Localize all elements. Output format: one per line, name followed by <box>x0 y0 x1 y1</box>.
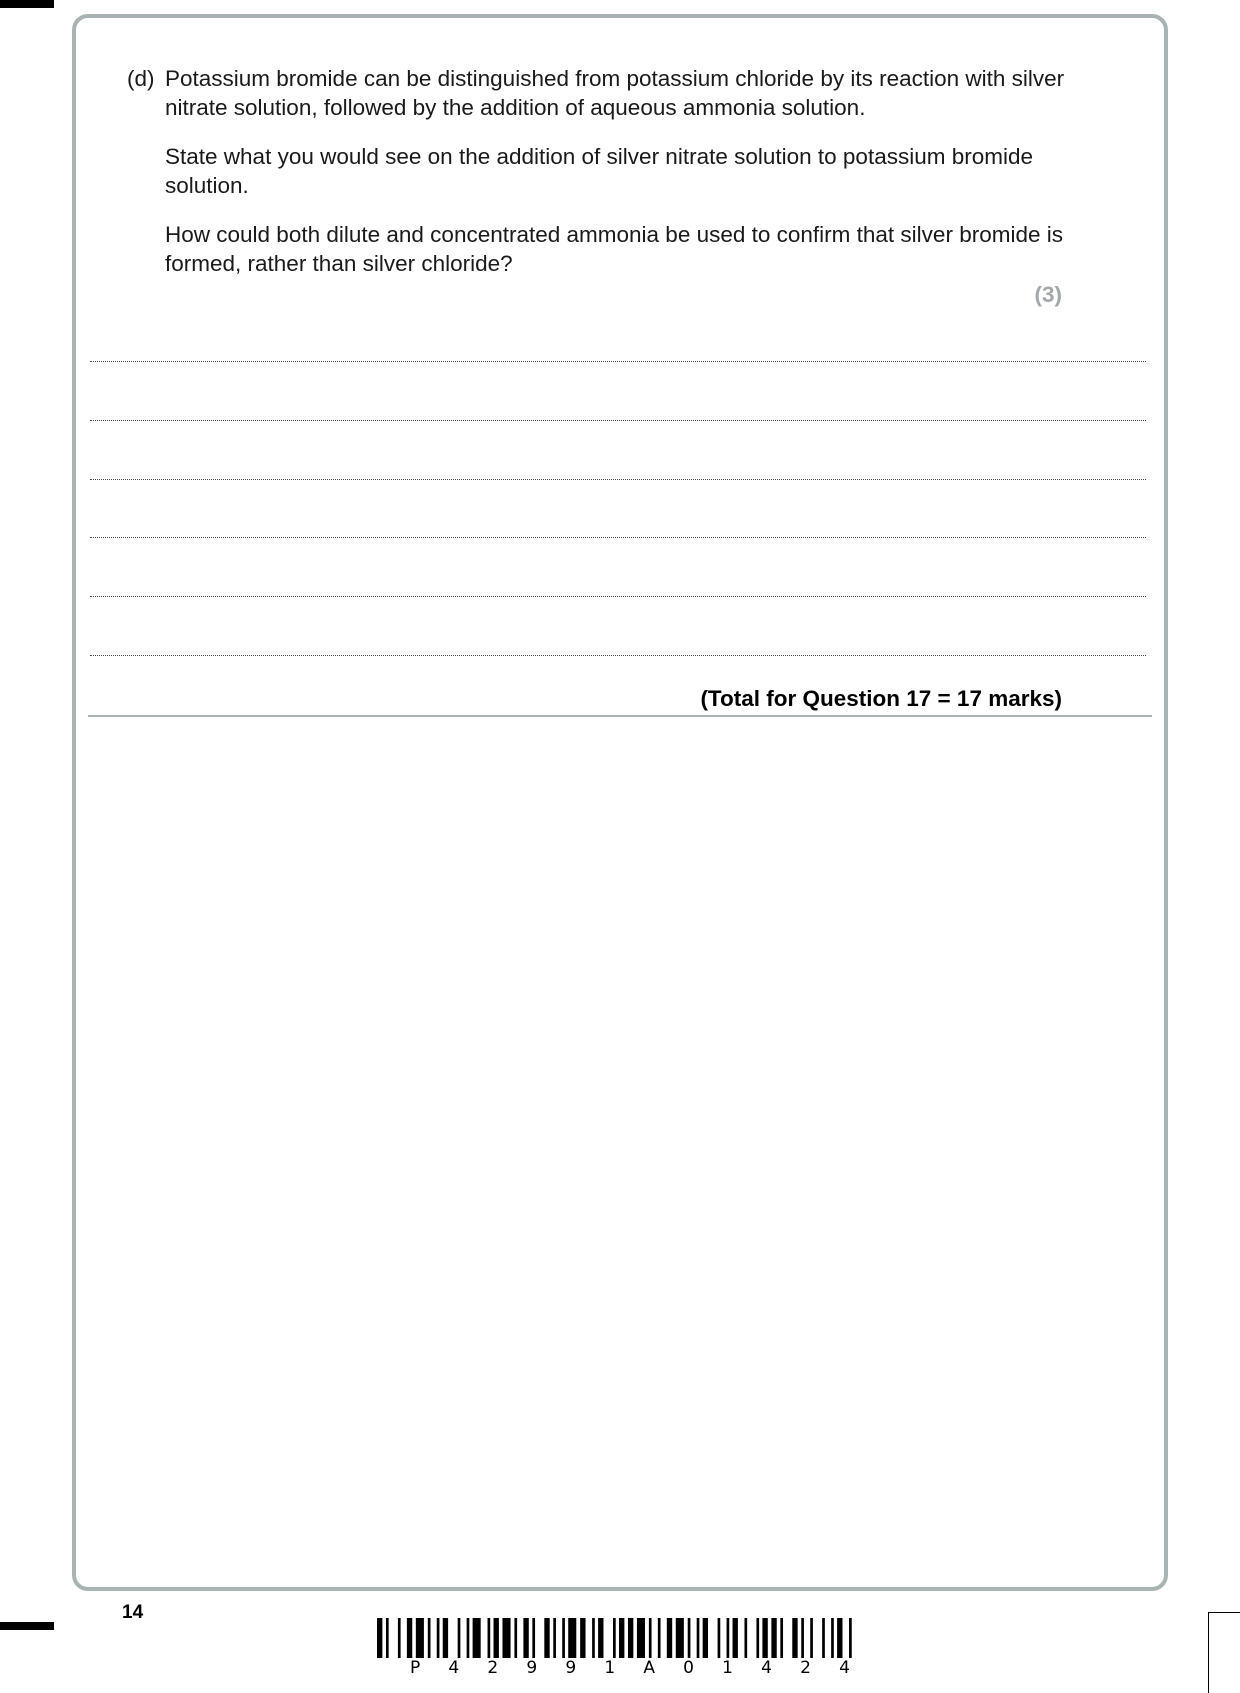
barcode-bar <box>523 1618 528 1658</box>
registration-mark-bottom <box>0 1622 54 1630</box>
barcode-bar <box>780 1618 783 1658</box>
question-total: (Total for Question 17 = 17 marks) <box>700 686 1062 711</box>
barcode-bar <box>473 1618 481 1658</box>
barcode-bar <box>733 1618 738 1658</box>
barcode-bar <box>386 1618 389 1658</box>
barcode-bar <box>443 1618 448 1658</box>
registration-mark-top <box>0 0 54 8</box>
answer-line-1[interactable] <box>90 361 1146 362</box>
barcode-char: 2 <box>487 1658 499 1678</box>
barcode-bar <box>580 1618 585 1658</box>
barcode-bar <box>553 1618 556 1658</box>
question-paragraph-1: Potassium bromide can be distinguished from potassium chloride by its reaction with silver nitrate solution, followed by the addition of aqueous ammonia solution. <box>165 66 1065 120</box>
barcode-bar <box>514 1618 517 1658</box>
barcode-bar <box>718 1618 721 1658</box>
answer-line-5[interactable] <box>90 596 1146 597</box>
registration-mark-right <box>1208 1612 1240 1693</box>
barcode-bar <box>703 1618 708 1658</box>
barcode-bar <box>637 1618 645 1658</box>
marks-allocation: (3) <box>1034 282 1062 307</box>
question-paragraph-3: How could both dilute and concentrated ammonia be used to confirm that silver bromide is formed, rather than silver chloride? <box>165 222 1063 276</box>
answer-line-3[interactable] <box>90 479 1146 480</box>
barcode-bar <box>494 1618 499 1658</box>
barcode-bar <box>437 1618 440 1658</box>
barcode-char: 0 <box>683 1658 694 1678</box>
barcode-bar <box>801 1618 804 1658</box>
barcode-bar <box>428 1618 431 1658</box>
barcode-bar <box>837 1618 842 1658</box>
barcode-bar <box>398 1618 401 1658</box>
barcode-bar <box>744 1618 747 1658</box>
barcode-bar <box>532 1618 535 1658</box>
barcode-bar <box>667 1618 672 1658</box>
barcode-bar <box>458 1618 461 1658</box>
barcode-bar <box>771 1618 776 1658</box>
barcode-bar <box>407 1618 412 1658</box>
barcode-text <box>410 1658 850 1678</box>
barcode-bar <box>756 1618 759 1658</box>
barcode-bar <box>649 1618 652 1658</box>
question-paragraph-2: State what you would see on the addition of silver nitrate solution to potassium bromide solution. <box>165 144 1033 198</box>
barcode-bar <box>619 1618 624 1658</box>
barcode-bar <box>792 1618 797 1658</box>
barcode-char: 9 <box>565 1658 577 1678</box>
barcode-char: P <box>410 1658 421 1678</box>
barcode-bar <box>849 1618 852 1658</box>
barcode-bar <box>727 1618 730 1658</box>
barcode-bar <box>688 1618 691 1658</box>
barcode-bar <box>762 1618 767 1658</box>
barcode-bar <box>676 1618 684 1658</box>
barcode-char: 4 <box>448 1658 460 1678</box>
barcode-bar <box>831 1618 834 1658</box>
answer-line-2[interactable] <box>90 420 1146 421</box>
barcode-bar <box>544 1618 549 1658</box>
barcode-bar <box>697 1618 700 1658</box>
barcode-char: 4 <box>839 1658 850 1678</box>
barcode-bar <box>377 1618 382 1658</box>
barcode-bar <box>592 1618 595 1658</box>
barcode-bar <box>568 1618 576 1658</box>
total-divider <box>88 715 1152 717</box>
barcode-bar <box>562 1618 565 1658</box>
barcode-char: 9 <box>526 1658 538 1678</box>
barcode-bar <box>598 1618 603 1658</box>
barcode-char: A <box>643 1658 655 1678</box>
barcode-bar <box>628 1618 633 1658</box>
barcode-bar <box>488 1618 491 1658</box>
answer-line-6[interactable] <box>90 655 1146 656</box>
barcode-char: 1 <box>604 1658 616 1678</box>
answer-area[interactable] <box>90 0 1146 700</box>
barcode-char: 2 <box>800 1658 811 1678</box>
barcode-bar <box>467 1618 470 1658</box>
barcode-bar <box>416 1618 424 1658</box>
barcode-char: 4 <box>761 1658 772 1678</box>
barcode-bar <box>658 1618 661 1658</box>
barcode-bar <box>502 1618 510 1658</box>
barcode-bar <box>810 1618 813 1658</box>
barcode-bar <box>613 1618 616 1658</box>
barcode-bar <box>822 1618 825 1658</box>
page-number: 14 <box>122 1602 144 1623</box>
question-label: (d) <box>127 66 155 91</box>
barcode <box>377 1618 861 1693</box>
answer-line-4[interactable] <box>90 537 1146 538</box>
barcode-char: 1 <box>722 1658 733 1678</box>
